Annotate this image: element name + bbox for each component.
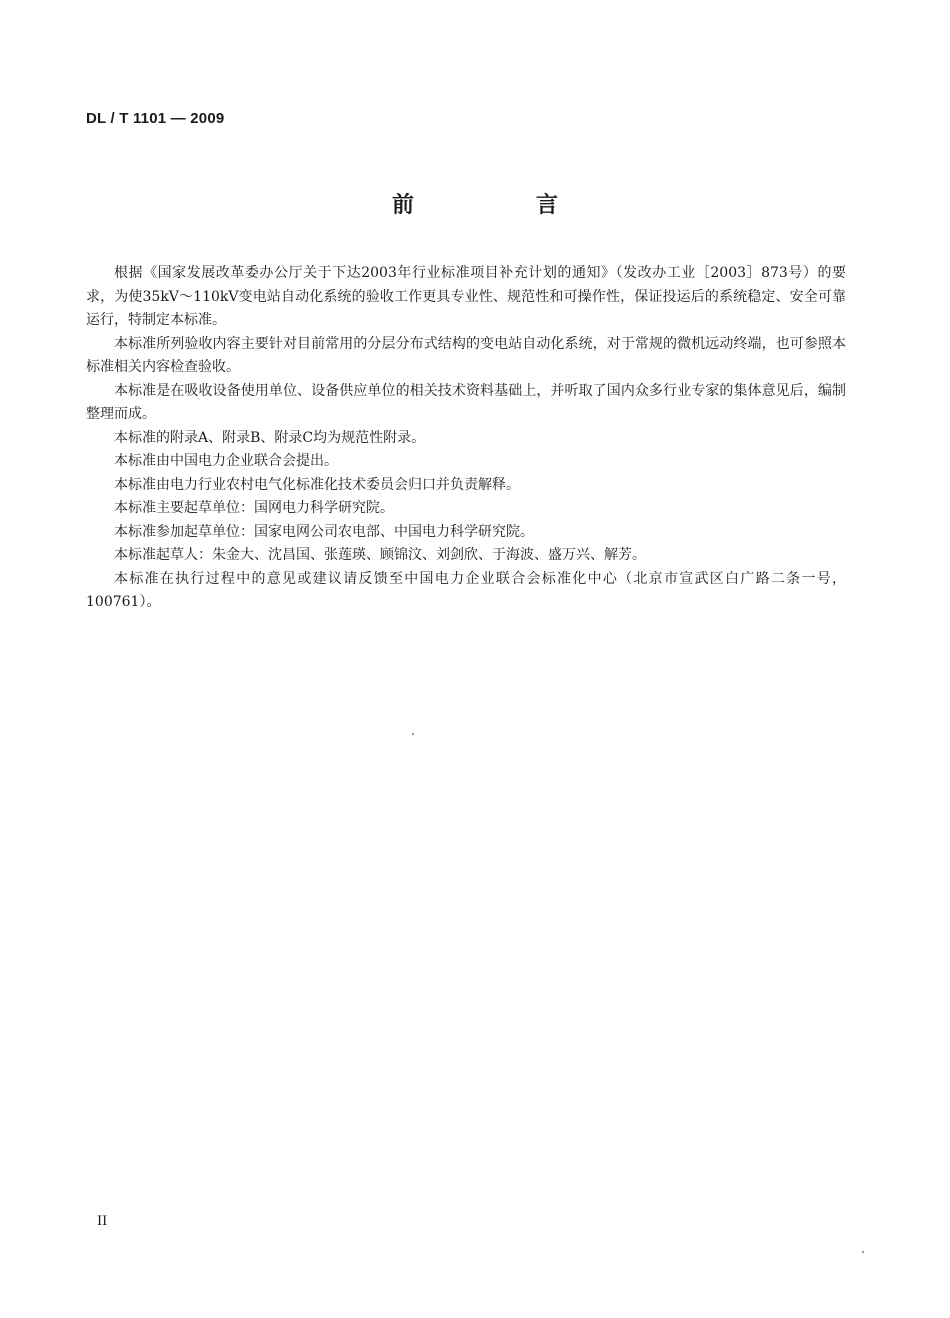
- paragraph-drafters: 本标准起草人：朱金大、沈昌国、张莲瑛、顾锦汶、刘剑欣、于海波、盛万兴、解芳。: [114, 547, 646, 563]
- scan-speck: [862, 1251, 864, 1253]
- paragraph-annexes: 本标准的附录A、附录B、附录C均为规范性附录。: [114, 429, 426, 446]
- paragraph-background: 根据《国家发展改革委办公厅关于下达2003年行业标准项目补充计划的通知》（发改办工业［2003］873号）的要求，为使35kV～110kV变电站自动化系统的验收工作更具专业性、规范性和可操作性，保证投运后的系统稳定、安全可靠运行，特制定本标准。: [86, 265, 846, 328]
- page-title: 前 言: [391, 193, 608, 218]
- page-number: II: [97, 1214, 108, 1229]
- foreword-body: [86, 262, 846, 615]
- paragraph-main-drafter: 本标准主要起草单位：国网电力科学研究院。: [114, 500, 394, 516]
- paragraph-proposer: 本标准由中国电力企业联合会提出。: [114, 453, 338, 469]
- paragraph-basis: 本标准是在吸收设备使用单位、设备供应单位的相关技术资料基础上，并听取了国内众多行业专家的集体意见后，编制整理而成。: [86, 382, 846, 422]
- paragraph-feedback: 本标准在执行过程中的意见或建议请反馈至中国电力企业联合会标准化中心（北京市宣武区白广路二条一号，100761）。: [86, 570, 846, 610]
- standard-code: DL / T 1101 — 2009: [86, 110, 225, 127]
- scan-speck: [412, 733, 414, 735]
- paragraph-committee: 本标准由电力行业农村电气化标准化技术委员会归口并负责解释。: [114, 476, 520, 493]
- paragraph-scope: 本标准所列验收内容主要针对目前常用的分层分布式结构的变电站自动化系统，对于常规的微机远动终端，也可参照本标准相关内容检查验收。: [86, 335, 846, 375]
- paragraph-participants: 本标准参加起草单位：国家电网公司农电部、中国电力科学研究院。: [114, 523, 534, 540]
